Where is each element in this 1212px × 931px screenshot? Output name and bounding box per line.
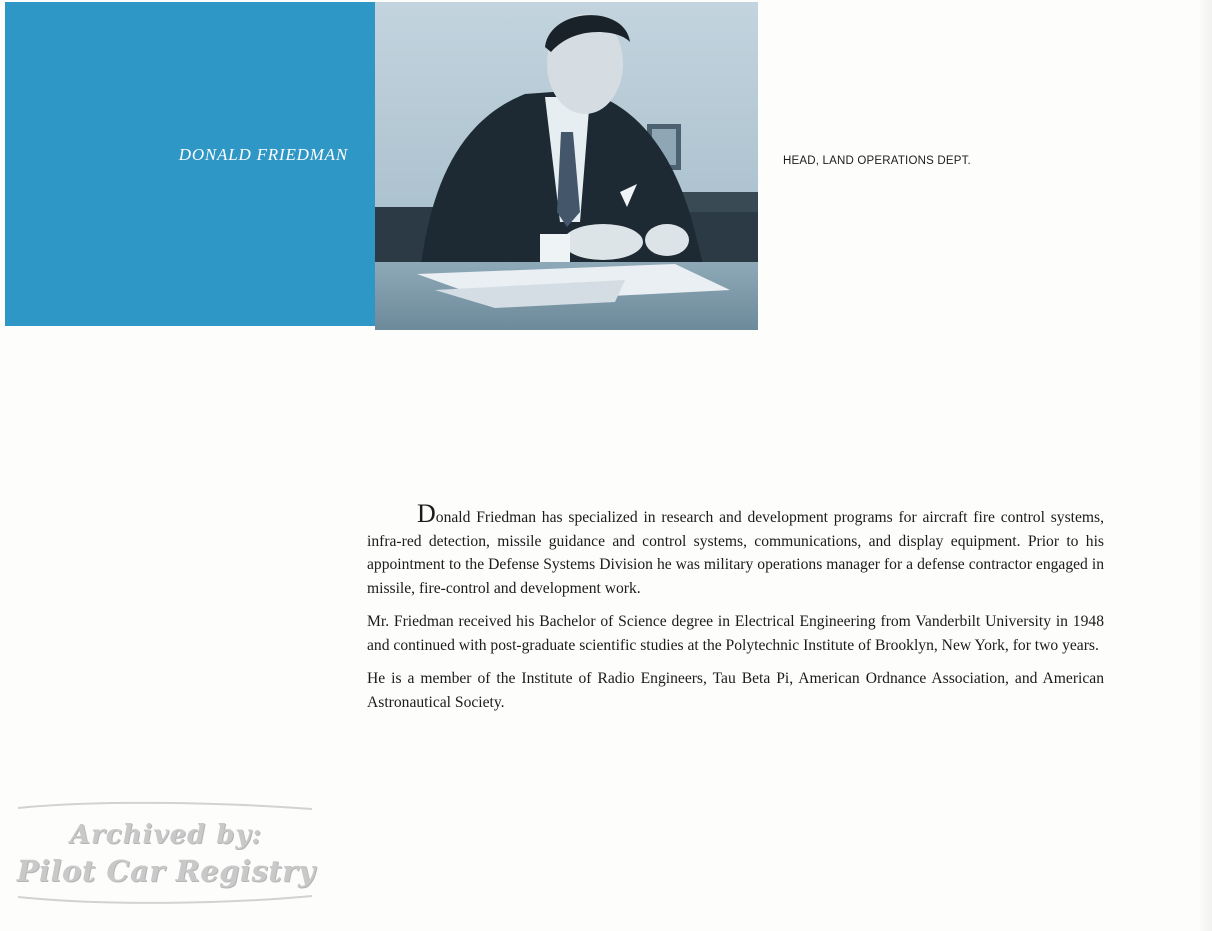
- name-panel: [5, 2, 375, 326]
- watermark-bottom-swoosh: [16, 892, 314, 906]
- archive-watermark: [16, 800, 316, 915]
- page-edge-shadow: [1198, 0, 1212, 931]
- watermark-top-swoosh: [16, 800, 314, 814]
- biography: [367, 499, 1104, 724]
- portrait-illustration: [375, 2, 758, 330]
- drop-cap: D: [417, 499, 436, 528]
- bio-paragraph-1: [367, 499, 1104, 600]
- watermark-line-2: Pilot Car Registry: [16, 854, 316, 888]
- person-name: DONALD FRIEDMAN: [178, 145, 348, 164]
- portrait-photo: [375, 2, 758, 330]
- job-title: HEAD, LAND OPERATIONS DEPT.: [783, 155, 971, 167]
- bio-paragraph-1-text: onald Friedman has specialized in research and development programs for aircraft fire control systems, infra-red detection, missile guidance and control systems, communications, and display equipment. Prior to his appointment to the Defense Systems Division he was military operations manager for a defense contractor engaged in missile, fire-control and development work.: [367, 509, 1104, 597]
- bio-paragraph-2: Mr. Friedman received his Bachelor of Science degree in Electrical Engineering from Vanderbilt University in 1948 and continued with post-graduate scientific studies at the Polytechnic Institute of Brooklyn, New York, for two years.: [367, 613, 1104, 654]
- watermark-line-1: Archived by:: [69, 820, 263, 850]
- bio-paragraph-3: He is a member of the Institute of Radio Engineers, Tau Beta Pi, American Ordnance Association, and American Astronautical Society.: [367, 670, 1104, 711]
